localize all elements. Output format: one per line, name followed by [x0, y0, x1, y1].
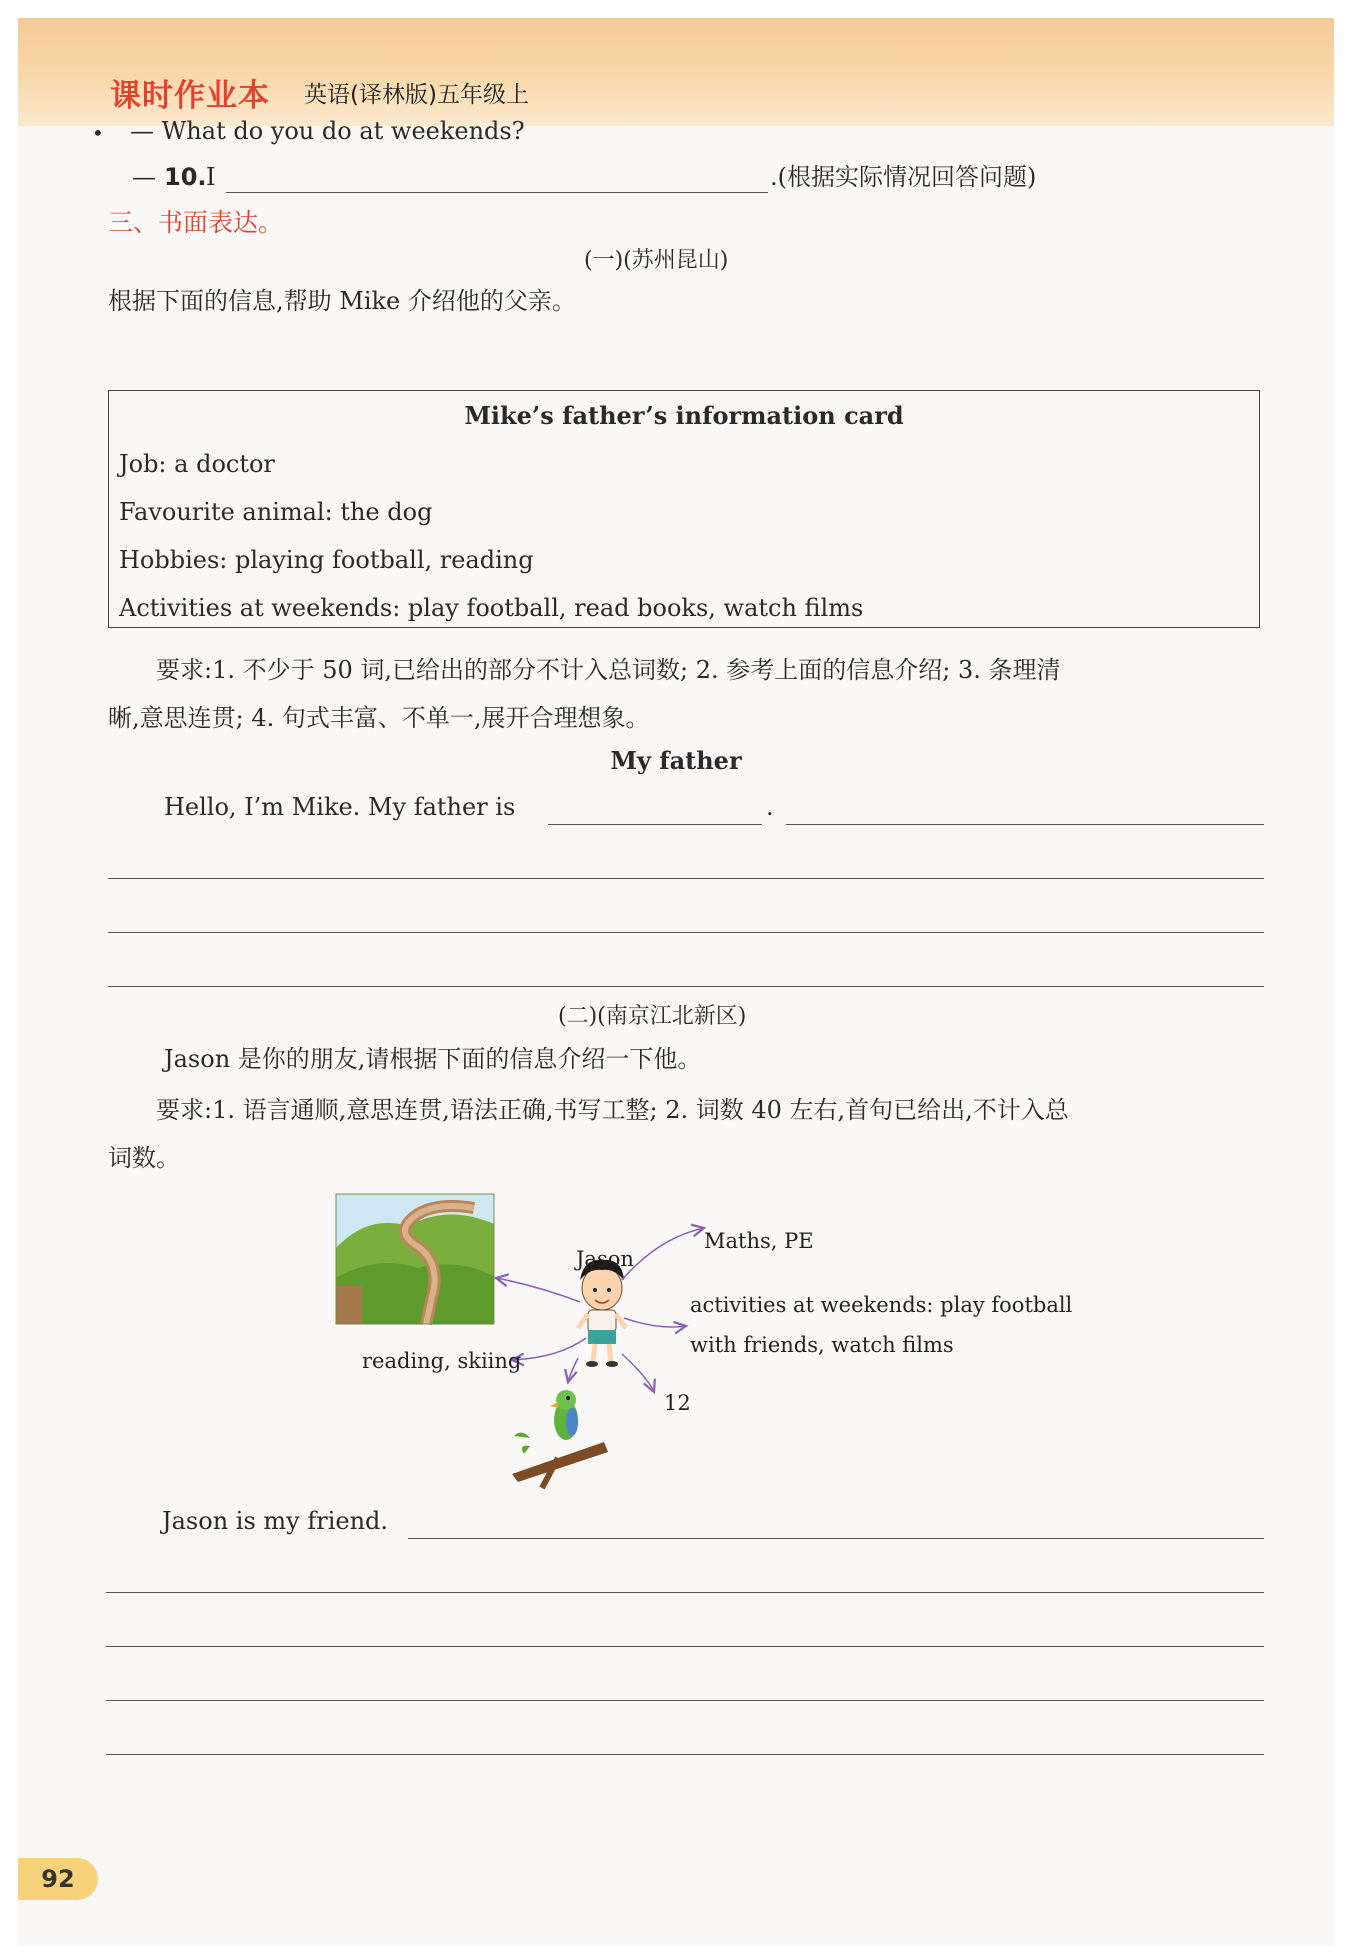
diagram-center-name: Jason: [576, 1247, 634, 1271]
part2-req-line2: 词数。: [108, 1144, 180, 1172]
card-job: Job: a doctor: [119, 450, 275, 478]
diagram-subjects: Maths, PE: [704, 1229, 814, 1253]
answer-dash: —: [132, 163, 156, 191]
card-activities: Activities at weekends: play football, read books, watch films: [119, 594, 864, 622]
question-number: 10.: [164, 163, 207, 191]
jason-figure: [578, 1260, 626, 1367]
card-animal: Favourite animal: the dog: [119, 498, 433, 526]
essay2-line[interactable]: [106, 1592, 1264, 1593]
essay2-line[interactable]: [408, 1538, 1264, 1539]
jason-mind-map: [18, 18, 1334, 1946]
part2-heading: (二)(南京江北新区): [558, 1004, 747, 1029]
answer-start: I: [206, 163, 216, 191]
essay2-line[interactable]: [106, 1700, 1264, 1701]
essay-period: .: [766, 793, 774, 821]
parrot-picture: [512, 1390, 608, 1488]
diagram-activities-line1: activities at weekends: play football: [690, 1293, 1073, 1317]
part1-req-line1: 要求:1. 不少于 50 词,已给出的部分不计入总词数; 2. 参考上面的信息介绍; 3. 条理清: [156, 656, 1061, 684]
part1-req-line2: 晰,意思连贯; 4. 句式丰富、不单一,展开合理想象。: [108, 704, 650, 732]
card-hobbies: Hobbies: playing football, reading: [119, 546, 534, 574]
essay2-line[interactable]: [106, 1754, 1264, 1755]
essay2-line[interactable]: [106, 1646, 1264, 1647]
page-number: 92: [18, 1858, 98, 1900]
card-title: Mike’s father’s information card: [464, 401, 904, 430]
part1-instruction: 根据下面的信息,帮助 Mike 介绍他的父亲。: [108, 287, 576, 315]
part2-instruction: Jason 是你的朋友,请根据下面的信息介绍一下他。: [164, 1045, 702, 1073]
part1-heading: (一)(苏州昆山): [584, 248, 729, 273]
question-line: — What do you do at weekends?: [130, 117, 525, 145]
essay2-start: Jason is my friend.: [162, 1507, 389, 1535]
diagram-activities-line2: with friends, watch films: [690, 1333, 954, 1357]
essay-title: My father: [610, 746, 742, 775]
book-subtitle: 英语(译林版)五年级上: [304, 82, 529, 108]
bullet: •: [92, 121, 104, 145]
great-wall-picture: [336, 1194, 494, 1324]
diagram-hobbies: reading, skiing: [362, 1349, 522, 1373]
section-title: 三、书面表达。: [108, 208, 284, 237]
book-title: 课时作业本: [110, 78, 270, 114]
workbook-page: [18, 18, 1334, 1946]
part2-req-line1: 要求:1. 语言通顺,意思连贯,语法正确,书写工整; 2. 词数 40 左右,首句已给出,不计入总: [156, 1096, 1069, 1124]
diagram-age: 12: [664, 1391, 691, 1415]
essay-start: Hello, I’m Mike. My father is: [164, 793, 516, 821]
answer-hint: .(根据实际情况回答问题): [770, 163, 1037, 191]
